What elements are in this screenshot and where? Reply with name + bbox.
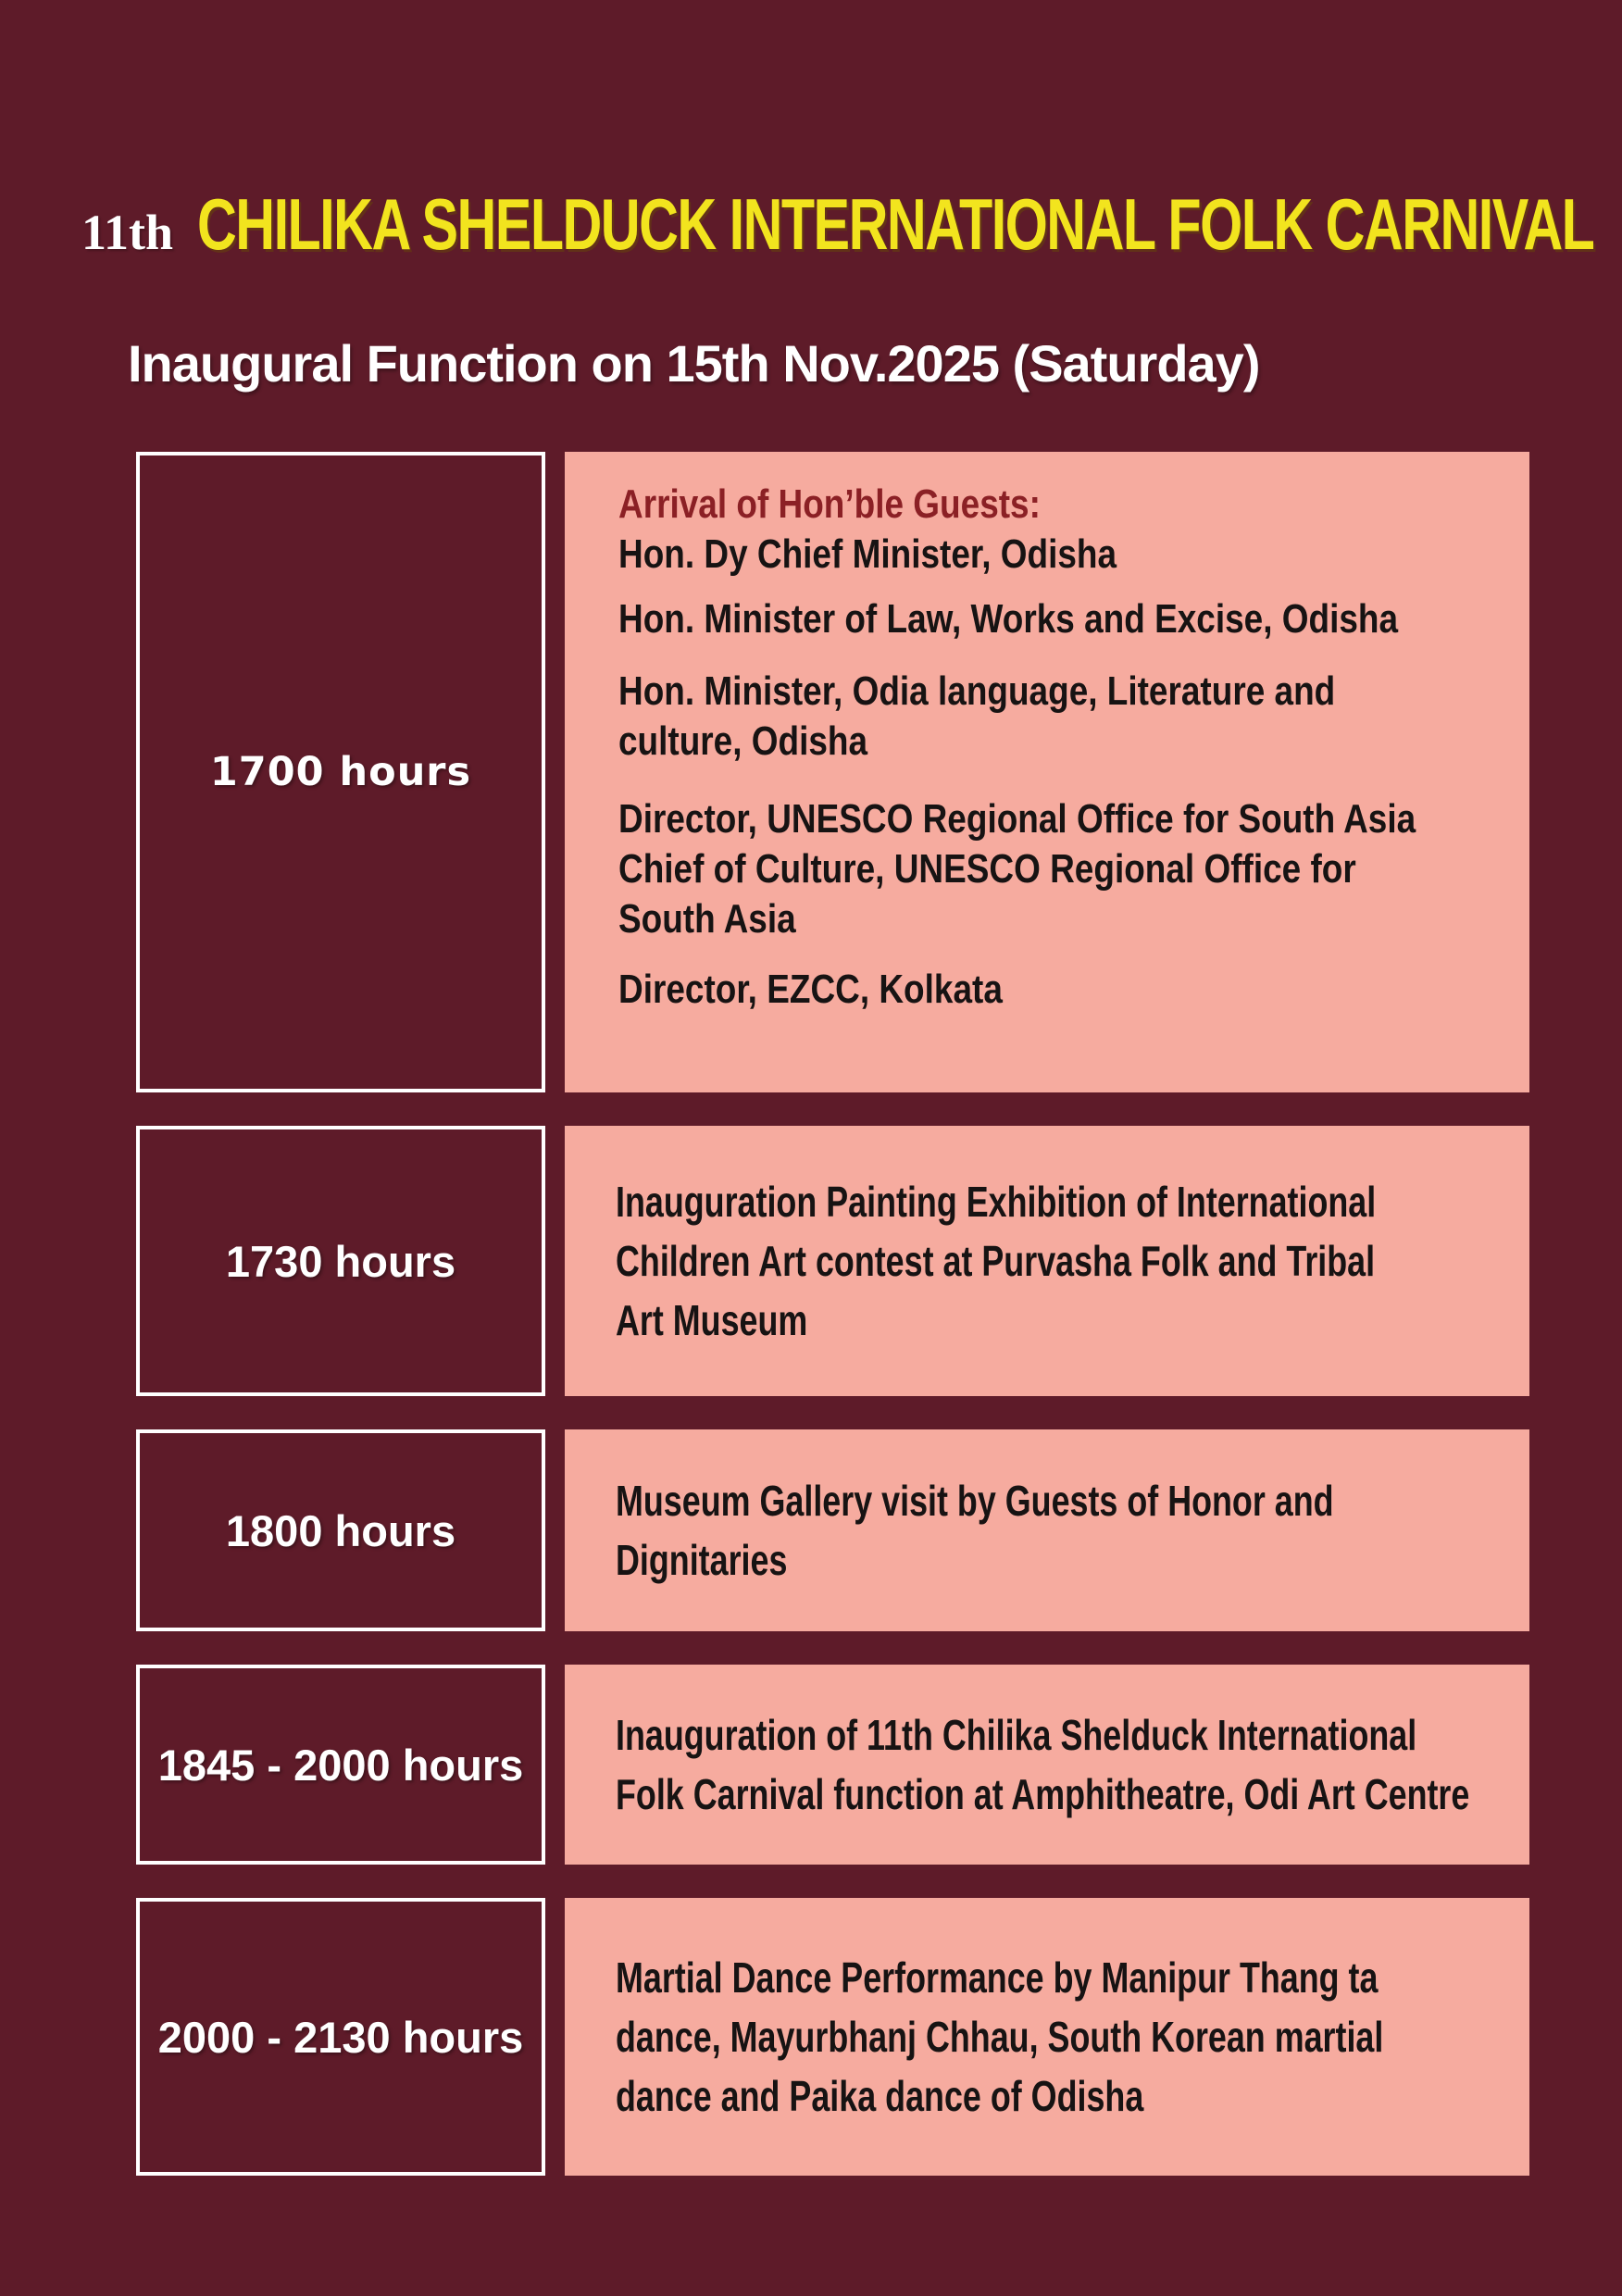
guest-item (618, 594, 1505, 644)
schedule-row-1730 (136, 1126, 1529, 1396)
description-cell (565, 1898, 1529, 2176)
guests-heading: Arrival of Hon’ble Guests: (618, 481, 1041, 527)
schedule-line: Children Art contest at Purvasha Folk and Tribal (616, 1237, 1376, 1285)
schedule-line: dance and Paika dance of Odisha (616, 2072, 1144, 2120)
schedule-line: Hon. Minister, Odia language, Literature and (618, 668, 1336, 714)
time-cell (136, 452, 545, 1092)
guest-item (618, 965, 1505, 1015)
time-cell (136, 1665, 545, 1865)
guest-item (618, 794, 1505, 944)
schedule-line: Director, EZCC, Kolkata (618, 967, 1003, 1012)
time-label: 2000 - 2130 hours (157, 2012, 524, 2062)
schedule-line: Art Museum (616, 1296, 808, 1344)
guest-item (618, 530, 1505, 580)
time-cell (136, 1898, 545, 2176)
time-label: 1730 hours (225, 1236, 456, 1286)
schedule-line: dance, Mayurbhanj Chhau, South Korean martial (616, 2013, 1384, 2061)
schedule-row-2000-2130 (136, 1898, 1529, 2176)
schedule-row-1845-2000 (136, 1665, 1529, 1865)
time-cell (136, 1429, 545, 1631)
time-label: 1800 hours (225, 1505, 456, 1555)
time-cell (136, 1126, 545, 1396)
description-cell (565, 452, 1529, 1092)
description-text-block (616, 1172, 1376, 1350)
schedule-line: Director, UNESCO Regional Office for South Asia (618, 796, 1416, 842)
carnival-title: CHILIKA SHELDUCK INTERNATIONAL FOLK CARNIVAL (197, 183, 1594, 265)
guests-heading-group (618, 480, 1505, 530)
description-text-block (616, 1948, 1383, 2126)
schedule-row-1800 (136, 1429, 1529, 1631)
time-label: 1700 hours (209, 749, 472, 795)
schedule-table (136, 452, 1529, 2176)
schedule-line: Martial Dance Performance by Manipur Thang ta (616, 1953, 1379, 2002)
description-text-block (618, 480, 1505, 1015)
schedule-line: Chief of Culture, UNESCO Regional Office for (618, 846, 1356, 892)
schedule-line: Inauguration Painting Exhibition of International (616, 1178, 1377, 1226)
schedule-row-1700 (136, 452, 1529, 1092)
edition-number: 11th (81, 205, 174, 260)
event-subtitle: Inaugural Function on 15th Nov.2025 (Saturday) (128, 334, 1260, 393)
poster-title-row (81, 183, 1622, 266)
description-text-block (616, 1705, 1469, 1824)
schedule-line: Museum Gallery visit by Guests of Honor and (616, 1477, 1334, 1525)
schedule-line: Folk Carnival function at Amphitheatre, Odi Art Centre (616, 1770, 1470, 1818)
description-cell (565, 1126, 1529, 1396)
description-cell (565, 1665, 1529, 1865)
guest-item (618, 667, 1505, 767)
schedule-line: Hon. Dy Chief Minister, Odisha (618, 531, 1117, 577)
schedule-line: Hon. Minister of Law, Works and Excise, Odisha (618, 596, 1399, 642)
time-label: 1845 - 2000 hours (157, 1740, 524, 1790)
description-text-block (616, 1471, 1334, 1590)
schedule-line: Inauguration of 11th Chilika Shelduck International (616, 1711, 1417, 1759)
schedule-line: South Asia (618, 896, 796, 942)
description-cell (565, 1429, 1529, 1631)
schedule-line: culture, Odisha (618, 718, 868, 764)
schedule-line: Dignitaries (616, 1536, 788, 1584)
